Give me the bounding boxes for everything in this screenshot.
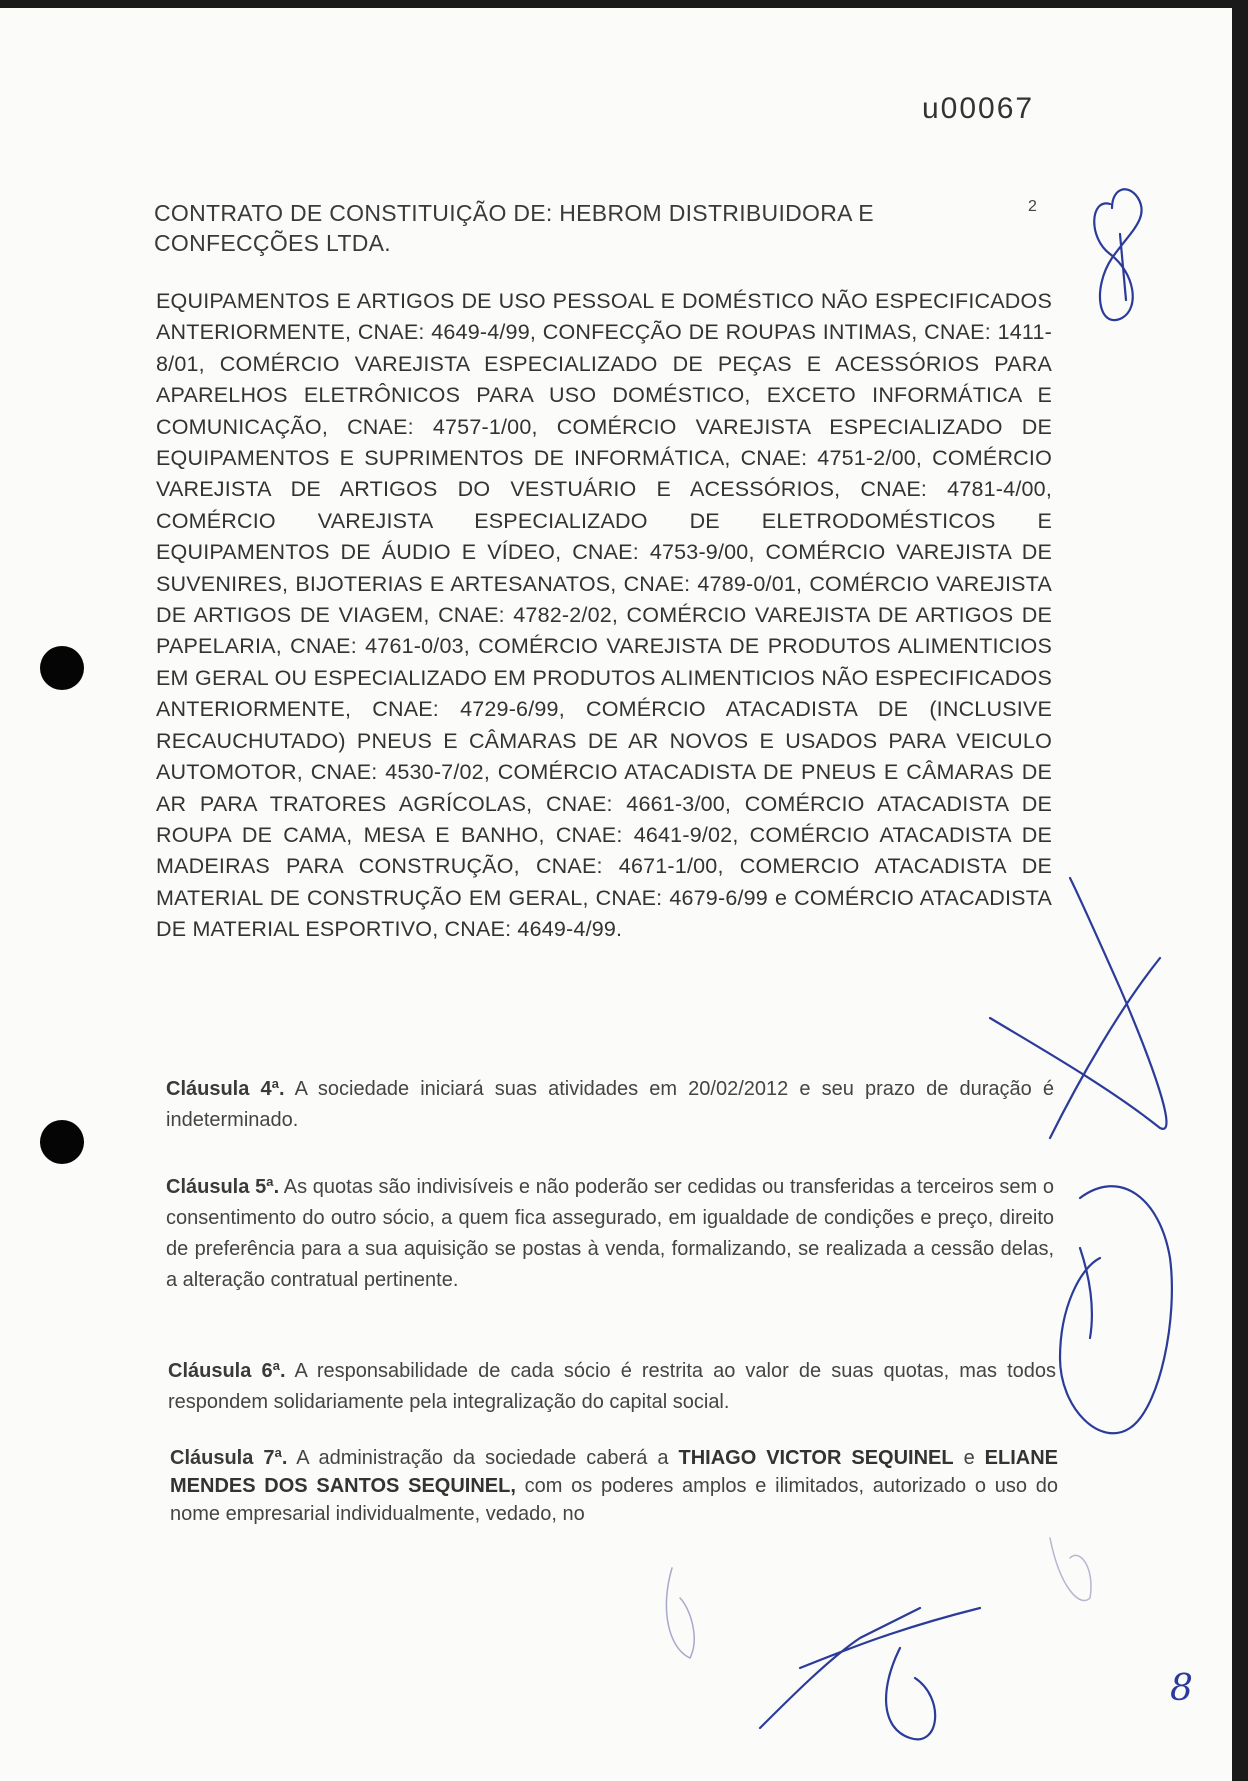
clause-7-label: Cláusula 7ª. <box>170 1447 288 1469</box>
signature-bottom <box>760 1608 980 1739</box>
clause-4-label: Cláusula 4ª. <box>166 1078 285 1100</box>
clause-7-admin-1: THIAGO VICTOR SEQUINEL <box>678 1447 954 1469</box>
signature-large-x <box>990 878 1166 1138</box>
faint-initials-bottom <box>666 1568 694 1658</box>
clause-6-text: A responsabilidade de cada sócio é restrita ao valor de suas quotas, mas todos respondem solidariamente pela integralização do capital social. <box>168 1360 1057 1413</box>
clause-5-label: Cláusula 5ª. <box>166 1176 280 1198</box>
document-page <box>0 8 1232 1781</box>
clause-6-label: Cláusula 6ª. <box>168 1360 286 1382</box>
page-stamp-number: u00067 <box>922 92 1035 125</box>
faint-mark-bottom-right <box>1050 1538 1091 1601</box>
contract-heading: CONTRATO DE CONSTITUIÇÃO DE: HEBROM DISTRIBUIDORA E CONFECÇÕES LTDA. <box>154 200 874 256</box>
clause-7-text-before: A administração da sociedade caberá a <box>296 1447 669 1469</box>
handwritten-marks <box>0 8 1232 1781</box>
clause-7-connector: e <box>963 1447 975 1469</box>
page-number: 2 <box>1028 198 1037 215</box>
clause-7-admin-2: ELIANE MENDES DOS SANTOS SEQUINEL, <box>170 1447 1059 1497</box>
activities-paragraph: EQUIPAMENTOS E ARTIGOS DE USO PESSOAL E DOMÉSTICO NÃO ESPECIFICADOS ANTERIORMENTE, CNAE: 4649-4/99, CONFECÇÃO DE ROUPAS INTIMAS, CNAE: 1411-8/01, COMÉRCIO VAREJISTA ESPECIALIZADO DE PEÇAS E ACESSÓRIOS PARA APARELHOS ELETRÔNICOS PARA USO DOMÉSTICO, EXCETO INFORMÁTICA E COMUNICAÇÃO, CNAE: 4757-1/00, COMÉRCIO VAREJISTA ESPECIALIZADO DE EQUIPAMENTOS E SUPRIMENTOS DE INFORMÁTICA, CNAE: 4751-2/00, COMÉRCIO VAREJISTA DE ARTIGOS DO VESTUÁRIO E ACESSÓRIOS, CNAE: 4781-4/00, COMÉRCIO VAREJISTA ESPECIALIZADO DE ELETRODOMÉSTICOS E EQUIPAMENTOS DE ÁUDIO E VÍDEO, CNAE: 4753-9/00, COMÉRCIO VAREJISTA DE SUVENIRES, BIJOTERIAS E ARTESANATOS, CNAE: 4789-0/01, COMÉRCIO VAREJISTA DE ARTIGOS DE VIAGEM, CNAE: 4782-2/02, COMÉRCIO VAREJISTA DE ARTIGOS DE PAPELARIA, CNAE: 4761-0/03, COMÉRCIO VAREJISTA DE PRODUTOS ALIMENTICIOS EM GERAL OU ESPECIALIZADO EM PRODUTOS ALIMENTICIOS NÃO ESPECIFICADOS ANTERIORMENTE, CNAE: 4729-6/99, COMÉRCIO ATACADISTA DE (INCLUSIVE RECAUCHUTADO) PNEUS E CÂMARAS DE AR NOVOS E USADOS PARA VEICULO AUTOMOTOR, CNAE: 4530-7/02, COMÉRCIO ATACADISTA DE PNEUS E CÂMARAS DE AR PARA TRATORES AGRÍCOLAS, CNAE: 4661-3/00, COMÉRCIO ATACADISTA DE ROUPA DE CAMA, MESA E BANHO, CNAE: 4641-9/02, COMÉRCIO ATACADISTA DE MADEIRAS PARA CONSTRUÇÃO, CNAE: 4671-1/00, COMERCIO ATACADISTA DE MATERIAL DE CONSTRUÇÃO EM GERAL, CNAE: 4679-6/99 e COMÉRCIO ATACADISTA DE MATERIAL ESPORTIVO, CNAE: 4649-4/99. <box>156 289 1052 942</box>
clause-5-text: As quotas são indivisíveis e não poderão ser cedidas ou transferidas a terceiros sem o consentimento do outro sócio, a quem fica assegurado, em igualdade de condições e preço, direito de preferência para a sua aquisição se postas à venda, formalizando, se realizada a cessão delas, a alteração contratual pertinente. <box>166 1176 1055 1291</box>
clause-4-text: A sociedade iniciará suas atividades em 20/02/2012 e seu prazo de duração é indeterminado. <box>166 1078 1055 1131</box>
clause-7-text-after: com os poderes amplos e ilimitados, autorizado o uso do nome empresarial individualmente, vedado, no <box>170 1475 1059 1525</box>
signature-loop <box>1060 1186 1172 1433</box>
margin-number: 8 <box>1170 1668 1193 1709</box>
initials-top-right <box>1094 189 1141 320</box>
